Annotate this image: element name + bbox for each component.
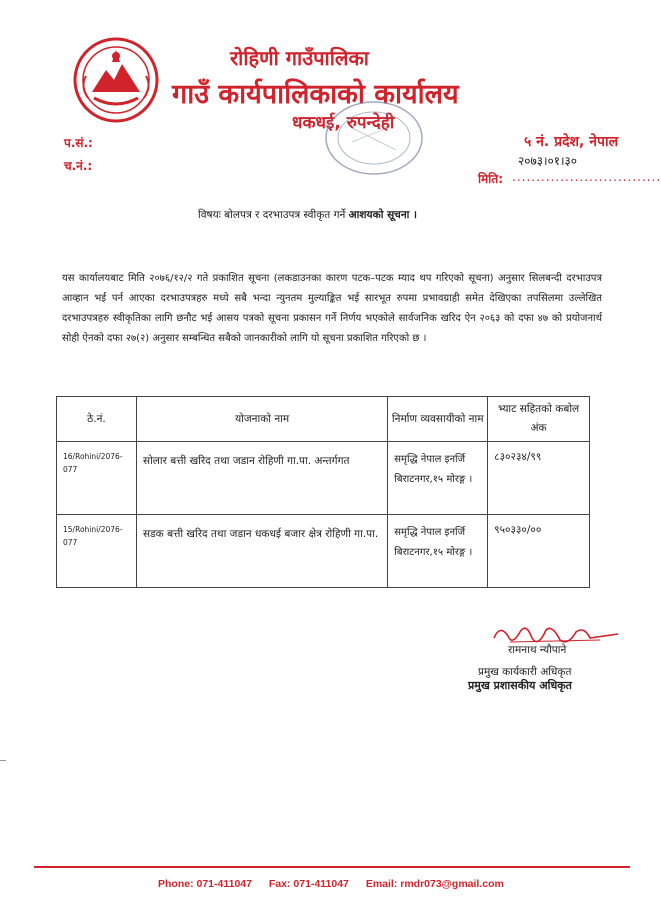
table-row — [57, 442, 590, 515]
subject-bold: आशयको सूचना । — [348, 209, 418, 221]
contractor-cell: समृद्धि नेपाल इनर्जि बिराटनगर,१५ मोरङ्ग । — [388, 442, 488, 515]
bid-amount-cell: ९५०३३०/०० — [488, 515, 590, 588]
scan-edge-mark — [0, 760, 6, 761]
office-name: गाउँ कार्यपालिकाको कार्यालय — [172, 79, 459, 110]
table-row — [57, 515, 590, 588]
province-label: ५ नं. प्रदेश, नेपाल — [524, 134, 619, 150]
contract-no-cell: 15/Rohini/2076-077 — [57, 515, 137, 588]
subject-line — [198, 208, 417, 222]
footer-divider — [34, 866, 630, 868]
dispatch-number-label: च.नं.: — [64, 159, 93, 173]
header-project-name: योजनाको नाम — [136, 397, 387, 442]
notice-body-paragraph: यस कार्यालयबाट मिति २०७६/१२/२ गते प्रकाशित सूचना (लकडाउनका कारण पटक–पटक म्याद थप गरिएको सूचना) अनुसार सिलबन्दी दरभाउपत्र आव्हान भई पर्न आएका दरभाउपत्रहरु मध्ये सबै भन्दा न्युनतम मुल्याङ्कित भई सारभूत रुपमा प्रभावग्राही समेत देखिएका तपसिलमा उल्लेखित दरभाउपत्रहरु स्वीकृतिका लागि छनौट भई आसय पत्रको सूचना प्रकासन गर्ने निर्णय भएकोले सार्वजनिक खरिद ऐन २०६३ को दफा ४७ को प्रयोजनार्थ सोही ऐनको दफा २७(२) अनुसार सम्बन्धित सबैको जानकारीको लागि यो सूचना प्रकाशित गरिएको छ । — [62, 273, 602, 344]
table-header-row — [57, 397, 590, 442]
municipality-name: रोहिणी गाउँपालिका — [230, 46, 369, 70]
header-contract-no: ठे.नं. — [57, 397, 137, 442]
footer-fax: Fax: 071-411047 — [268, 878, 349, 890]
signatory-name: रामनाथ न्यौपाने — [508, 644, 567, 656]
header-bid-amount: भ्याट सहितको कबोल अंक — [488, 397, 590, 442]
office-seal-stamp-icon — [322, 98, 426, 178]
date-label: मिति: — [478, 172, 504, 186]
project-name-cell: सडक बत्ती खरिद तथा जडान धकधई बजार क्षेत्र रोहिणी गा.पा. — [136, 515, 387, 588]
footer-contact — [158, 878, 518, 890]
bid-amount-cell: ८३०२३४/९९ — [488, 442, 590, 515]
project-name-cell: सोलार बत्ती खरिद तथा जडान रोहिणी गा.पा. अन्तर्गगत — [136, 442, 387, 515]
reference-number-label: प.सं.: — [64, 136, 93, 150]
date-blank: ............................... — [512, 170, 661, 184]
contractor-cell: समृद्धि नेपाल इनर्जि बिराटनगर,१५ मोरङ्ग । — [388, 515, 488, 588]
established-date: २०७३।०१।३० — [518, 154, 578, 168]
footer-email: Email: rmdr073@gmail.com — [365, 878, 504, 890]
designation-stamp: प्रमुख प्रशासकीय अधिकृत — [468, 679, 572, 692]
bid-acceptance-table — [56, 396, 590, 588]
nepal-emblem-icon — [72, 36, 160, 124]
header-contractor-name: निर्माण व्यवसायीको नाम — [388, 397, 488, 442]
subject-prefix: विषयः बोलपत्र र दरभाउपत्र स्वीकृत गर्ने — [198, 209, 349, 221]
signatory-designation: प्रमुख कार्यकारी अधिकृत — [478, 666, 572, 678]
footer-phone: Phone: 071-411047 — [158, 878, 252, 890]
contract-no-cell: 16/Rohini/2076-077 — [57, 442, 137, 515]
office-address: धकधई, रुपन्देही — [292, 113, 395, 133]
